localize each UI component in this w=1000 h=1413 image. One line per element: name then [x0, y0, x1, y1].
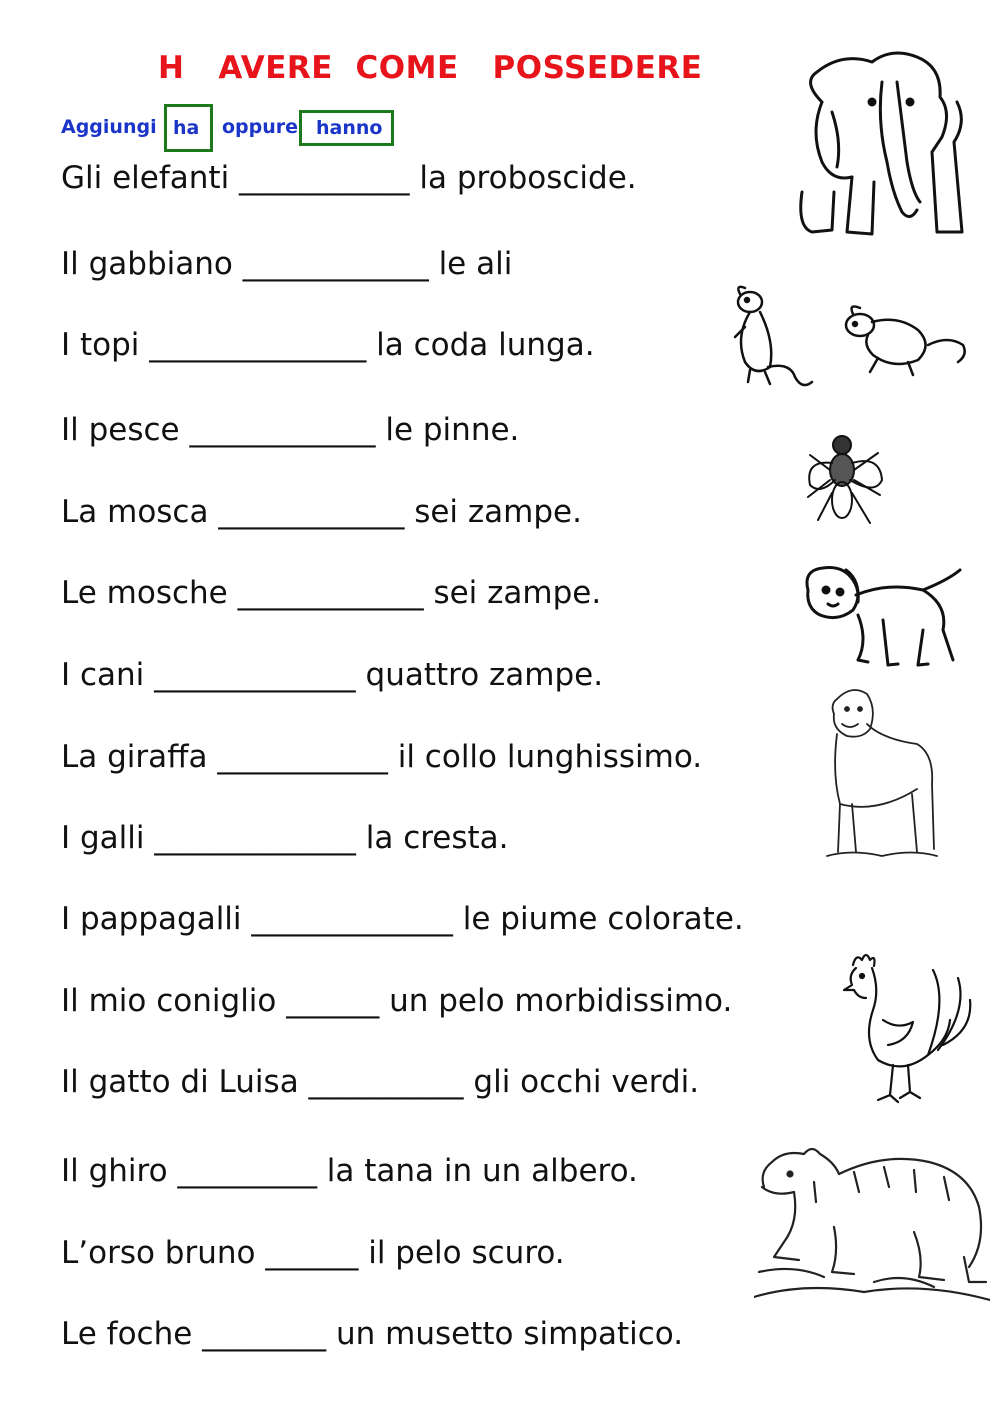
sentence-subject: Le foche — [61, 1316, 203, 1352]
instruction-prefix: Aggiungi — [61, 116, 157, 138]
rooster-illustration — [838, 950, 974, 1105]
sentence-3 — [61, 327, 595, 363]
answer-blank[interactable]: _____________ — [154, 657, 356, 693]
sentence-rest: le piume colorate. — [452, 901, 744, 937]
answer-blank[interactable]: ____________ — [189, 412, 376, 448]
sentence-11 — [61, 983, 732, 1019]
worksheet-title: H AVERE COME POSSEDERE — [158, 50, 703, 86]
sentence-rest: un musetto simpatico. — [326, 1316, 684, 1352]
sentence-rest: le pinne. — [375, 412, 520, 448]
sentence-rest: le ali — [428, 246, 513, 282]
answer-blank[interactable]: ____________ — [218, 494, 405, 530]
sentence-rest: quattro zampe. — [355, 657, 604, 693]
sentence-subject: Il gatto di Luisa — [61, 1064, 309, 1100]
sentence-10 — [61, 901, 744, 937]
answer-blank[interactable]: ________ — [202, 1316, 327, 1352]
sentence-15 — [61, 1316, 683, 1352]
sentence-subject: I pappagalli — [61, 901, 252, 937]
option-ha-box — [164, 104, 213, 152]
instruction-connector: oppure — [222, 116, 299, 138]
answer-blank[interactable]: _____________ — [154, 820, 356, 856]
sentence-subject: La giraffa — [61, 739, 218, 775]
sentence-subject: Il ghiro — [61, 1153, 178, 1189]
elephant-illustration — [792, 42, 978, 242]
sentence-9 — [61, 820, 509, 856]
sentence-rest: un pelo morbidissimo. — [379, 983, 733, 1019]
fly-illustration — [800, 425, 890, 530]
answer-blank[interactable]: _____________ — [251, 901, 453, 937]
sentence-12 — [61, 1064, 699, 1100]
option-hanno-label: hanno — [316, 117, 383, 139]
sentence-8 — [61, 739, 702, 775]
sentence-subject: La mosca — [61, 494, 219, 530]
sentence-rest: gli occhi verdi. — [463, 1064, 700, 1100]
sentence-rest: la cresta. — [355, 820, 509, 856]
sentence-subject: Gli elefanti — [61, 160, 240, 196]
mouse-illustration — [720, 282, 815, 392]
sentence-4 — [61, 412, 519, 448]
sentence-13 — [61, 1153, 638, 1189]
sentence-subject: L’orso bruno — [61, 1235, 266, 1271]
sentence-rest: sei zampe. — [423, 575, 602, 611]
answer-blank[interactable]: ______ — [265, 1235, 359, 1271]
sentence-1 — [61, 160, 637, 196]
sentence-rest: sei zampe. — [404, 494, 582, 530]
sentence-rest: il pelo scuro. — [358, 1235, 565, 1271]
sentence-rest: la coda lunga. — [366, 327, 595, 363]
answer-blank[interactable]: _________ — [177, 1153, 317, 1189]
sentence-subject: I cani — [61, 657, 155, 693]
sentence-5 — [61, 494, 582, 530]
sentence-6 — [61, 575, 601, 611]
answer-blank[interactable]: ___________ — [239, 160, 410, 196]
answer-blank[interactable]: __________ — [308, 1064, 464, 1100]
sentence-rest: il collo lunghissimo. — [387, 739, 703, 775]
sentence-14 — [61, 1235, 565, 1271]
sentence-subject: Il pesce — [61, 412, 190, 448]
sentence-subject: I galli — [61, 820, 155, 856]
bear-illustration — [754, 1132, 990, 1310]
sentence-rest: la tana in un albero. — [316, 1153, 638, 1189]
sentence-7 — [61, 657, 603, 693]
puppy-illustration — [798, 560, 966, 675]
answer-blank[interactable]: ____________ — [242, 246, 429, 282]
dog-illustration — [822, 684, 940, 864]
sentence-rest: la proboscide. — [409, 160, 637, 196]
mouse-illustration — [838, 300, 970, 382]
option-ha-label: ha — [173, 117, 200, 139]
sentence-subject: Il mio coniglio — [61, 983, 287, 1019]
answer-blank[interactable]: ____________ — [237, 575, 424, 611]
answer-blank[interactable]: ___________ — [217, 739, 388, 775]
instruction-row — [0, 104, 420, 152]
sentence-subject: I topi — [61, 327, 150, 363]
answer-blank[interactable]: ______ — [286, 983, 380, 1019]
sentence-subject: Il gabbiano — [61, 246, 243, 282]
sentence-subject: Le mosche — [61, 575, 238, 611]
sentence-2 — [61, 246, 512, 282]
option-hanno-box — [299, 110, 394, 146]
answer-blank[interactable]: ______________ — [149, 327, 367, 363]
